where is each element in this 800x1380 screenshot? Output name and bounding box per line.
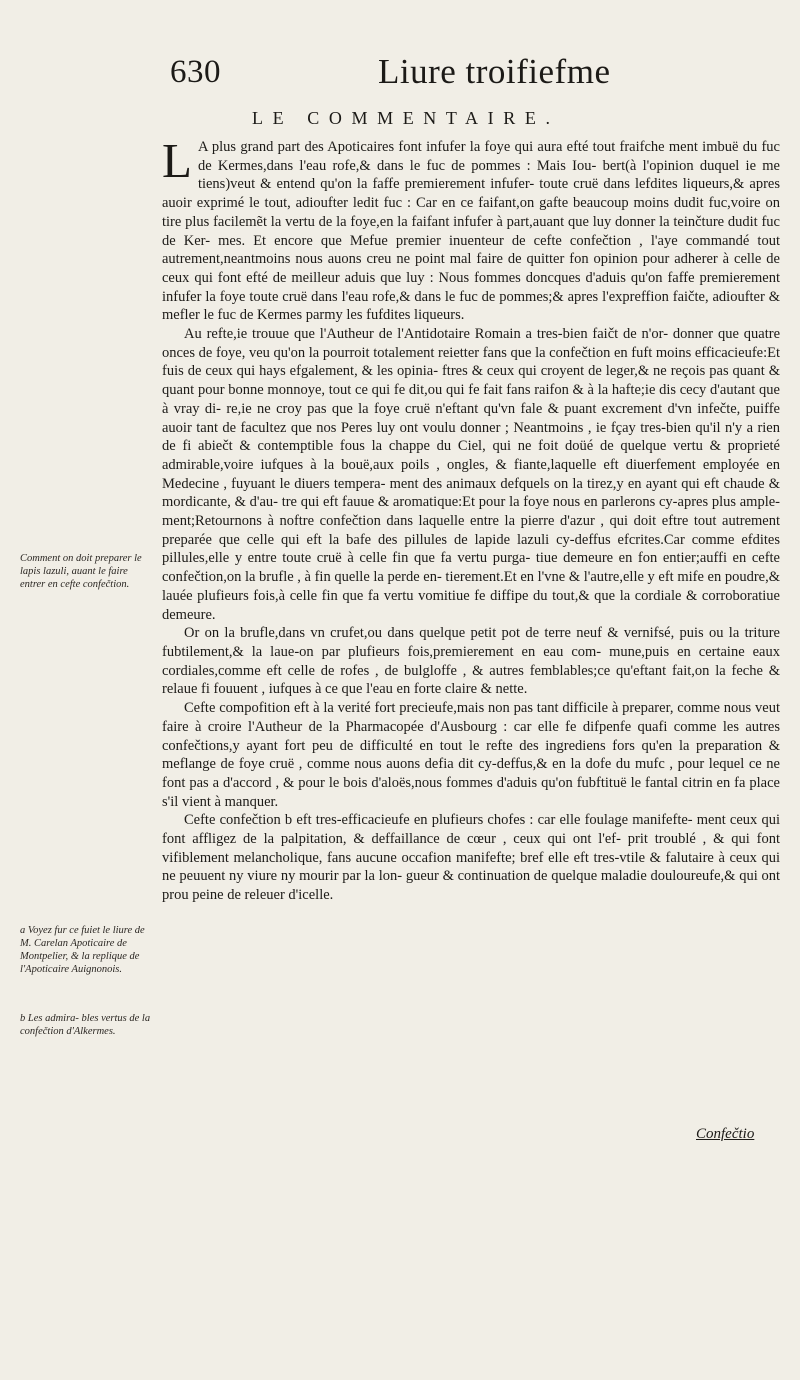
catchword: Confečtio (696, 1126, 755, 1142)
main-text (162, 133, 780, 905)
paragraph-1-text: A plus grand part des Apoticaires font infufer la foye qui aura efté tout fraifche ment imbuë du fuc de Kermes,dans l'eau rofe,& dans le fuc de pommes : Mais Iou- bert(à l'opinion duquel ie me tiens)veut & entend qu'on la faffe premierement infufer- toute cruë dans lefdites liqueurs,& apres auoir exprimé le tout, adioufter ledit fuc : Car en ce faifant,on gafte beaucoup moins dudit fuc,voire on tire plus facilemẽt la vertu de la foye,en la faifant infufer à part,auant que luy donner la teinčture dudit fuc de Ker- mes. Et encore que Mefue premier inuenteur de cefte confečtion , l'aye commandé tout autrement,neantmoins nous auons creu ne point mal faire de quitter fon opinion pour adherer à celle de ceux qui font efté de meilleur aduis que luy : Nous fommes doncques d'aduis qu'on faffe premierement infufer la foye toute cruë dans l'eau rofe,& dans le fuc de pommes;& apres l'expreffion faičte, adioufter & mefler le fuc de Kermes parmy les fufdites liqueurs. (162, 139, 780, 324)
paragraph-3: Or on la brufle,dans vn crufet,ou dans quelque petit pot de terre neuf & vernifsé, puis ou la triture fubtilement,& la laue-on par plufieurs fois,premierement en eau com- mune,puis en certaine eaux cordiales,comme eft celle de rofes , de bulgloffe , & autres femblables;ce qu'eftant fait,on la feche & relaue fi fouuent , iufques à ce que l'eau en forte claire & nette. (162, 625, 780, 698)
paragraph-2: Au refte,ie trouue que l'Autheur de l'Antidotaire Romain a tres-bien faičt de n'or- donner que quatre onces de foye, veu qu'on la pourroit totalement reietter fans que la confečtion en fuft moins efficacieufe:Et fuis de ceux qui hays efgalement, & les opinia- ftres & ceux qui croyent de leger,& ne reçois pas quant & quant pour bonne monnoye, tout ce qui fe dit,ou qui fe fait fans raifon & à la hafte;ie dis cecy d'autant que à vray di- re,ie ne croy pas que la foye cruë n'eftant qu'vn fale & puant excrement d'vn infečte, puiffe auoir tant de facultez que nos Peres luy ont voulu donner ; Neantmoins , ie fçay tres-bien qu'il n'y a rien de fi abiečt & contemptible fous la chappe du Ciel, qui ne foit doüé de quelque vertu & proprieté admirable,voire iufques à la bouë,aux poils , ongles, & fiante,laquelle eft diuerfement employée en Medecine , fuyuant le diuers tempera- ment des animaux defquels on la tirez,y en ayant qui eft chaude & mordicante, & d'au- tre qui eft fauue & aromatique:Et pour la foye nous en parlerons cy-apres plus ample- ment;Retournons à noftre confečtion dans laquelle entre la pierre d'azur , qui doit eftre tout autrement preparée que celle qui eft la bafe des pillules de lapide lazuli cy-deffus efcrites.Car comme efdites pillules,elle y entre toute cruë à celle fin que fa vertu purga- tiue demeure en fon entier;auffi en cefte confečtion,on la brufle , à fin quelle la perde en- tierement.Et en l'vne & l'autre,elle y eft mife en poudre,& lauée plufieurs fois,à celle fin que fa vertu vomitiue fe diffipe du tout,& que la cordiale & corroboratiue demeure. (162, 326, 780, 623)
page-number: 630 (170, 54, 221, 90)
marginal-note-b: b Les admira- bles vertus de la confečtion d'Alkermes. (20, 1013, 151, 1037)
paragraph-5: Cefte confečtion b eft tres-efficacieufe en plufieurs chofes : car elle foulage manifefte- ment ceux qui font affligez de la palpitation, & deffaillance de cœur , ceux qui ont l'ef- prit troublé , & qui font vifiblement melancholique, fans aucune occafion manifefte; bref elle eft tres-vtile & falutaire à ceux qui ne peuuent ny viure ny mourir par la lon- gueur & continuation de quelque maladie douloureufe,& qui ont prou peine de releuer d'icelle. (162, 812, 780, 904)
section-title: LE COMMENTAIRE. (252, 108, 560, 128)
paragraph-1 (162, 133, 780, 325)
marginal-note-preparation: Comment on doit preparer le lapis lazuli, auant le faire entrer en cefte confečtion. (20, 553, 142, 590)
running-title: Liure troifiefme (378, 52, 611, 91)
marginal-note-a: a Voyez fur ce fuiet le liure de M. Carelan Apoticaire de Montpelier, & la replique de l'Apoticaire Auignonois. (20, 925, 145, 975)
drop-cap: L (162, 133, 192, 188)
paragraph-4: Cefte compofition eft à la verité fort precieufe,mais non pas tant difficile à preparer, comme nous veut faire à croire l'Autheur de la Pharmacopée d'Ausbourg : car elle fe difpenfe quafi comme les autres confečtions,y ayant fort peu de difficulté en tout le refte des ingrediens fors qu'en la preparation & meflange de foye cruë , comme nous auons defia dit cy-deffus,& en la dofe du mufc , pour lequel ce ne font pas a d'accord , & pour le bois d'aloës,nous fommes d'aduis qu'on fubftituë le fantal citrin en fa place s'il vient à manquer. (162, 700, 780, 810)
